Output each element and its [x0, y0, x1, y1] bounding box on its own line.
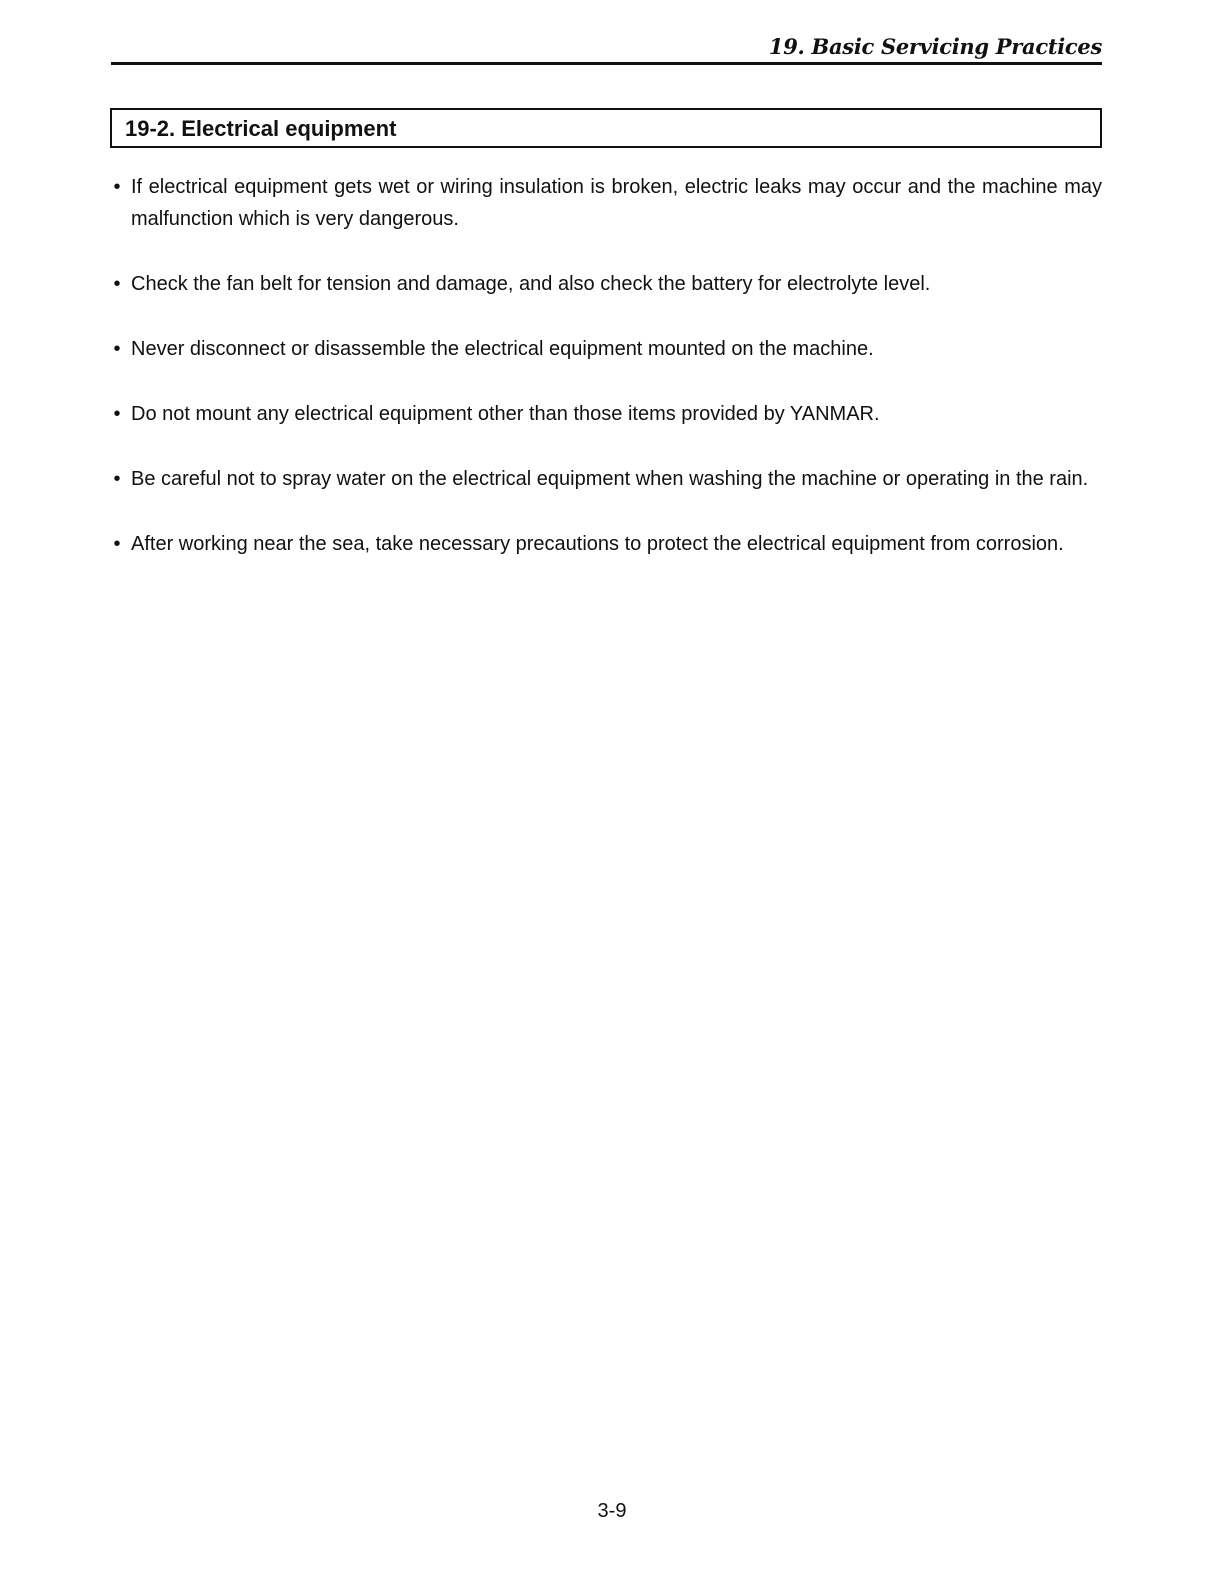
list-item-text: Be careful not to spray water on the electrical equipment when washing the machine or operating in the rain. [131, 468, 1089, 490]
running-header-title: 19. Basic Servicing Practices [768, 34, 1102, 59]
list-item [111, 398, 1102, 430]
list-item-text: Never disconnect or disassemble the electrical equipment mounted on the machine. [131, 338, 874, 360]
list-item [111, 463, 1102, 495]
bullet-icon: • [113, 403, 121, 425]
list-item [111, 171, 1102, 235]
bullet-icon: • [113, 468, 121, 490]
list-item-text: If electrical equipment gets wet or wiring insulation is broken, electric leaks may occur and the machine may malfunction which is very dangerous. [131, 176, 1102, 230]
section-heading-box [110, 108, 1102, 148]
running-header [111, 32, 1102, 65]
section-title: 19-2. Electrical equipment [125, 116, 397, 141]
list-item-text: Check the fan belt for tension and damage, and also check the battery for electrolyte level. [131, 273, 931, 295]
bullet-icon: • [113, 273, 121, 295]
page-number: 3-9 [597, 1500, 627, 1522]
list-item-text: Do not mount any electrical equipment other than those items provided by YANMAR. [131, 403, 880, 425]
safety-bullet-list [111, 171, 1102, 593]
list-item [111, 333, 1102, 365]
list-item [111, 268, 1102, 300]
bullet-icon: • [113, 533, 121, 555]
bullet-icon: • [113, 338, 121, 360]
bullet-icon: • [113, 176, 121, 198]
list-item-text: After working near the sea, take necessary precautions to protect the electrical equipment from corrosion. [131, 533, 1064, 555]
list-item [111, 528, 1102, 560]
